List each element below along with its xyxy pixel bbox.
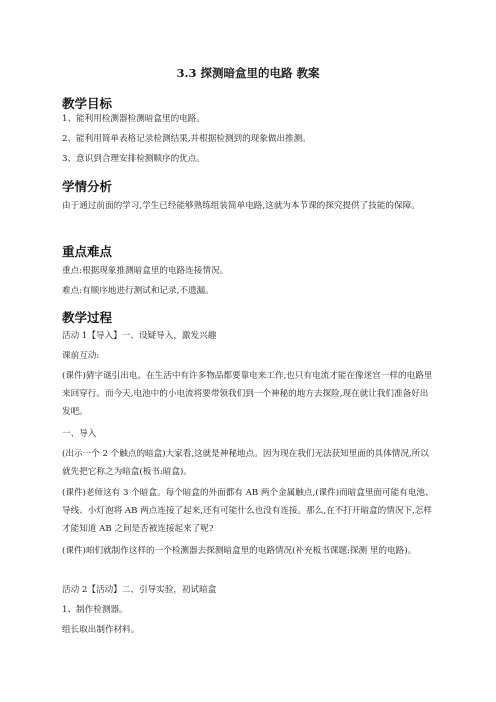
process-line: 课前互动:	[62, 351, 100, 361]
section-heading-process: 教学过程	[62, 310, 113, 325]
process-paragraph: (出示一个 2 个触点的暗盒)大家看,这就是神秘地点。因为现在我们无法获知里面的具体情况,所以就先把它称之为暗盒(板书:暗盒)。	[62, 449, 429, 477]
document-title: 3.3 探测暗盒里的电路 教案	[176, 66, 320, 80]
section-heading-analysis: 学情分析	[62, 179, 113, 194]
section-heading-key-points: 重点难点	[62, 244, 113, 259]
section-heading-objectives: 教学目标	[62, 96, 113, 111]
key-point-item: 难点:有顺序地进行测试和记录,不遗漏。	[62, 286, 214, 296]
process-paragraph: (课件)老师这有 3 个暗盒。每个暗盒的外面都有 AB 两个金属触点,(课件)而暗盒里面可能有电池、导线、小灯泡将 AB 两点连接了起来,还有可能什么也没有连接。那么,在不打开暗盒的情况下,怎样才能知道 AB 之间是否被连接起来了呢?	[62, 488, 434, 534]
process-line: 1、制作检测器。	[62, 605, 128, 615]
process-paragraph: (课件)猜字谜引出电。在生活中有许多物品都要靠电来工作,也只有电流才能在像迷宫一样的电路里来回穿行。而今天,电池中的小电流将要带领我们到一个神秘的地方去探险,现在就让我们准备好出发吧。	[62, 371, 433, 417]
objective-item: 3、意识到合理安排检测顺序的优点。	[62, 154, 205, 164]
process-paragraph: (课件)咱们就制作这样的一个检测器去探测暗盒里的电路情况(补充板书课题:探测 里的电路)。	[62, 546, 417, 556]
process-line: 活动 1【导入】一、设疑导入，激发兴趣	[62, 331, 217, 341]
analysis-paragraph: 由于通过前面的学习,学生已经能够熟练组装简单电路,这就为本节课的探究提供了技能的保障。	[62, 201, 420, 211]
process-line: 一、导入	[62, 429, 97, 439]
key-point-item: 重点:根据现象推测暗盒里的电路连接情况。	[62, 266, 229, 276]
process-line: 组长取出制作材料。	[62, 625, 140, 635]
objective-item: 2、能利用简单表格记录检测结果,并根据检测到的现象做出推测。	[62, 134, 311, 144]
process-line: 活动 2【活动】二、引导实验，初试暗盒	[62, 585, 217, 595]
objective-item: 1、能利用检测器检测暗盒里的电路。	[62, 114, 205, 124]
